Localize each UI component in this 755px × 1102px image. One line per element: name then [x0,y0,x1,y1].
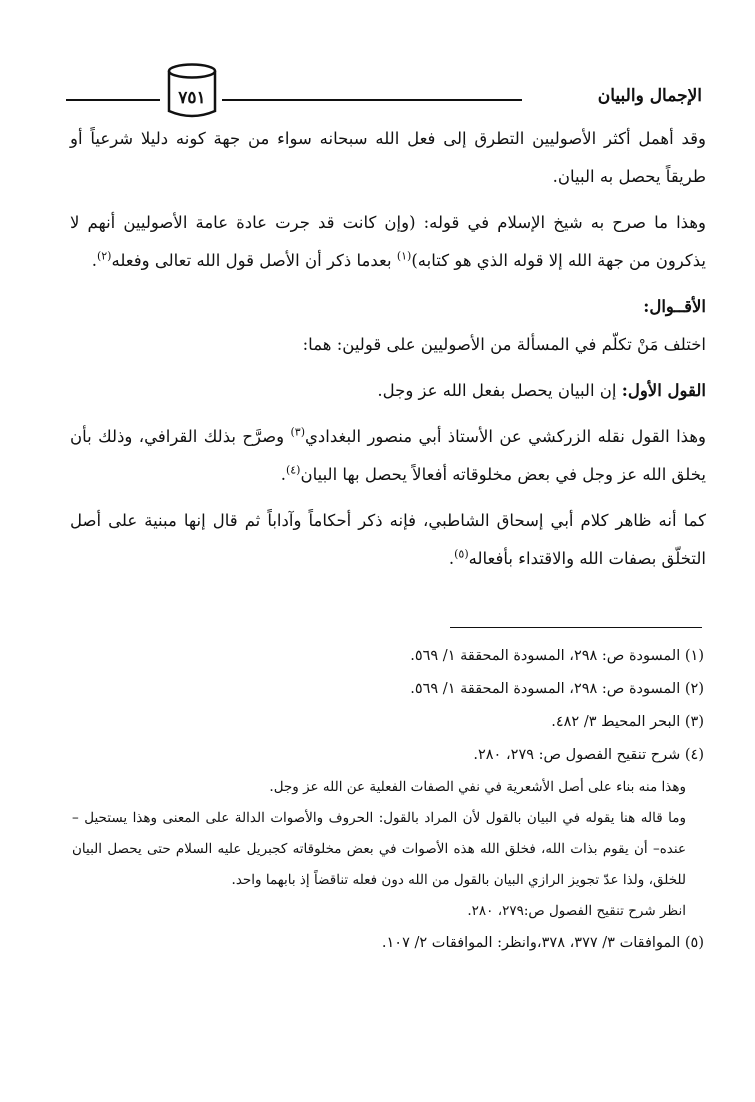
running-header [66,62,702,122]
footnote-5: (٥) الموافقات ٣/ ٣٧٧، ٣٧٨،وانظر: الموافقات ٢/ ١٠٧. [381,935,704,951]
paragraph-4-text: إن البيان يحصل بفعل الله عز وجل. [377,381,622,400]
footnote-1: (١) المسودة ص: ٢٩٨، المسودة المحققة ١/ ٥٦٩. [410,648,704,664]
footnote-ref-4: (٤) [285,463,301,477]
footnote-ref-3: (٣) [290,425,306,439]
footnote-separator [450,627,702,628]
footnote-ref-5: (٥) [454,547,469,561]
paragraph-5-tail: وصرَّح بذلك القرافي، وذلك بأن يخلق الله عز وجل في بعض مخلوقاته أفعالاً يحصل بها البيان [70,427,706,484]
footnote-4-note-a: وهذا منه بناء على أصل الأشعرية في نفي الصفات الفعلية عن الله عز وجل. [269,779,686,795]
paragraph-6-end: . [448,549,455,568]
paragraph-1 [70,120,706,196]
header-rule-right [222,99,522,101]
paragraph-5 [70,418,706,494]
paragraph-5-end: . [280,465,286,484]
header-rule-left [66,99,160,101]
footnote-4: (٤) شرح تنقيح الفصول ص: ٢٧٩، ٢٨٠. [473,747,704,763]
paragraph-5-text: وهذا القول نقله الزركشي عن الأستاذ أبي منصور البغدادي [305,427,706,446]
footnote-4-note-b: وما قاله هنا يقوله في البيان بالقول لأن المراد بالقول: الحروف والأصوات الدالة على المعنى وهذا يستحيل –عنده– أن يقوم بذات الله، فخلق الله هذه الأصوات في بعض مخلوقاته كجبريل عليه السلام حتى يحصل البيان للخلق، ولذا عدّ تجويز الرازي البيان بالقول من الله دون فعله تناقضاً إذ بابهما واحد. [72,810,686,888]
paragraph-4 [70,372,706,410]
paragraph-3 [70,326,706,364]
first-opinion-label: القول الأول: [621,381,706,400]
main-text [70,120,706,586]
paragraph-3-text: اختلف مَنْ تكلّم في المسألة من الأصوليين على قولين: هما: [302,335,706,354]
section-heading-aqwal: الأقــوال: [643,297,706,316]
footnote-4-note-c: انظر شرح تنقيح الفصول ص:٢٧٩، ٢٨٠. [467,903,686,919]
footnote-3: (٣) البحر المحيط ٣/ ٤٨٢. [551,714,704,730]
footnote-2: (٢) المسودة ص: ٢٩٨، المسودة المحققة ١/ ٥٦٩. [410,681,704,697]
paragraph-2-end: . [91,251,97,270]
paragraph-2-tail: بعدما ذكر أن الأصل قول الله تعالى وفعله [111,251,397,270]
paragraph-6-text: كما أنه ظاهر كلام أبي إسحاق الشاطبي، فإنه ذكر أحكاماً وآداباً ثم قال إنها مبنية على أصل التخلّق بصفات الله والاقتداء بأفعاله [70,511,706,568]
paragraph-1-text: وقد أهمل أكثر الأصوليين التطرق إلى فعل الله سبحانه سواء من جهة كونه دليلا شرعياً أو طريقاً يحصل به البيان. [70,129,706,186]
page-number: ٧٥١ [178,88,206,108]
paragraph-2-text: وهذا ما صرح به شيخ الإسلام في قوله: (وإن كانت قد جرت عادة عامة الأصوليين أنهم لا يذكرون من جهة الله إلا قوله الذي هو كتابه) [70,213,706,270]
paragraph-2 [70,204,706,280]
footnote-ref-2: (٢) [96,249,112,263]
footnotes [72,640,704,960]
paragraph-6 [70,502,706,578]
footnote-ref-1: (١) [396,249,412,263]
chapter-title: الإجمال والبيان [597,86,702,106]
page-number-badge [166,62,218,120]
